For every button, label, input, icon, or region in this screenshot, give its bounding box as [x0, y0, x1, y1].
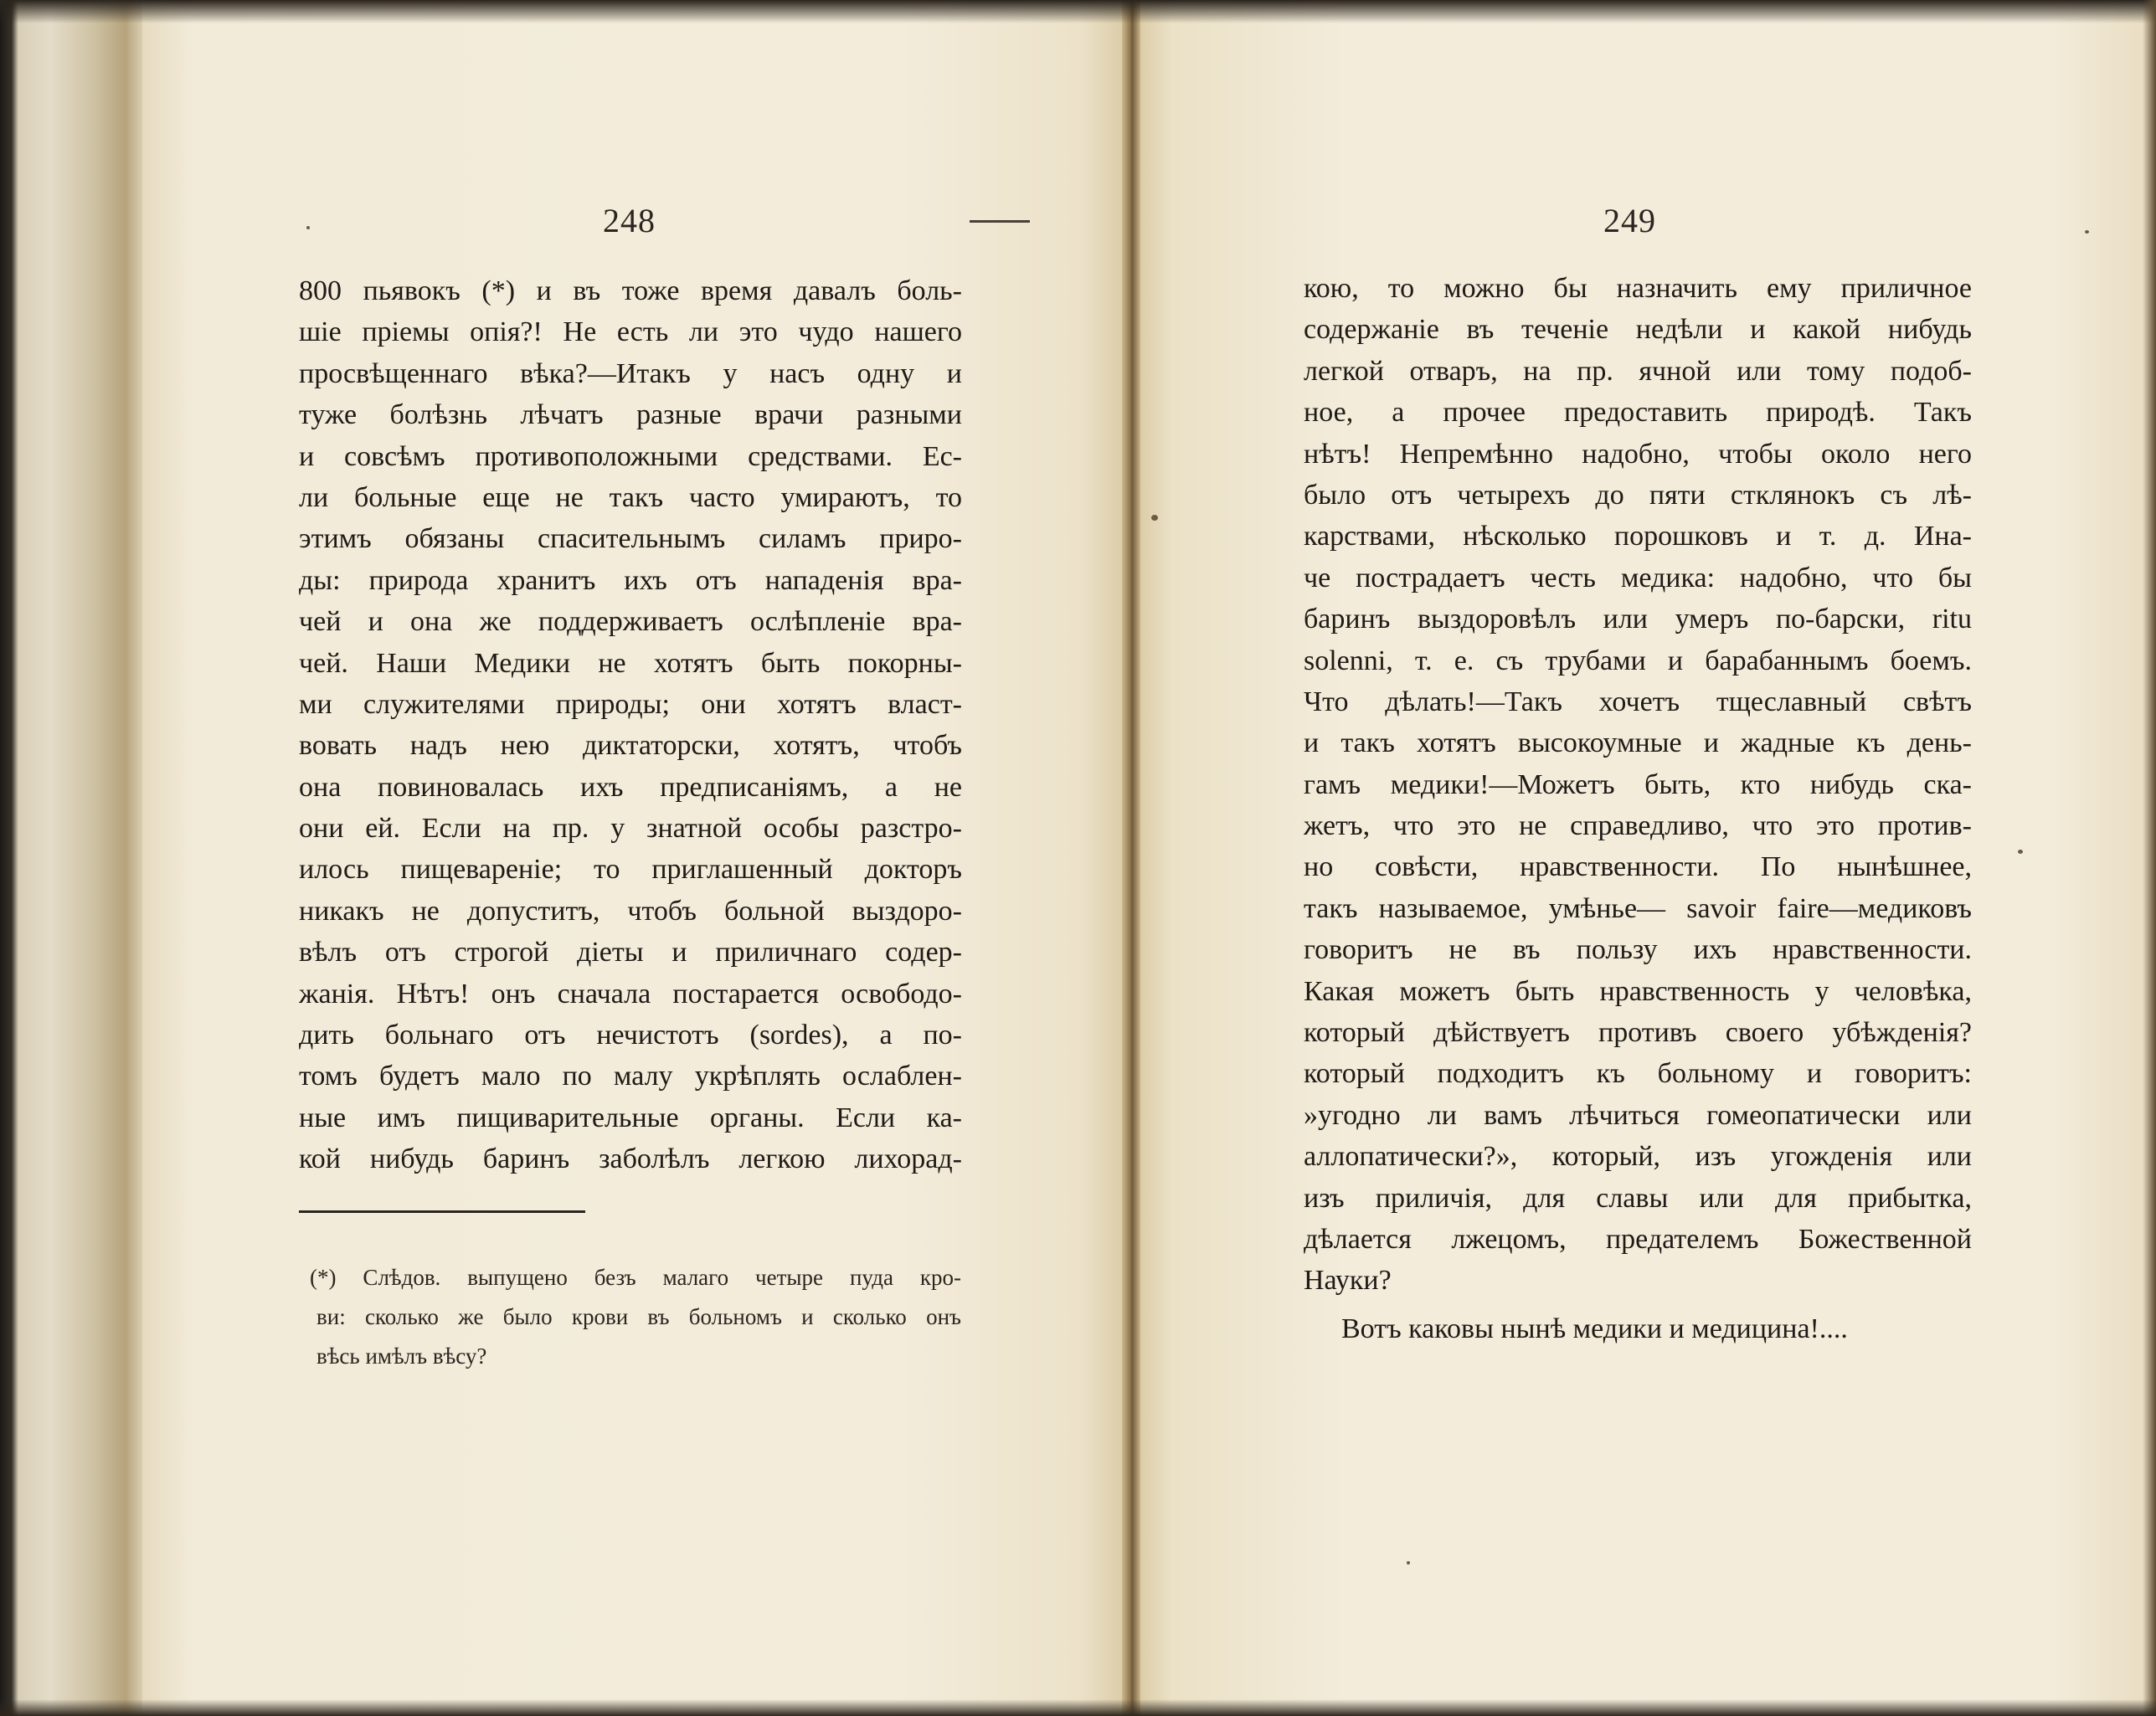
- paper-speck: [306, 226, 310, 229]
- right-body-line: говоритъ не въ пользу ихъ нравственности.: [1304, 934, 1972, 966]
- right-body-line: »угодно ли вамъ лѣчиться гомеопатически или: [1304, 1099, 1972, 1131]
- left-body-line: этимъ обязаны спасительнымъ силамъ приро-: [299, 523, 962, 555]
- left-page-number: 248: [603, 202, 656, 239]
- right-body-line: и такъ хотятъ высокоумные и жадные къ день-: [1304, 727, 1972, 759]
- left-body-line: никакъ не допуститъ, чтобъ больной выздоро-: [299, 895, 962, 927]
- left-body-line: ды: природа хранитъ ихъ отъ нападенія вра-: [299, 564, 962, 596]
- right-body-line: гамъ медики!—Можетъ быть, кто нибудь ска-: [1304, 768, 1972, 800]
- right-body-line: который дѣйствуетъ противъ своего убѣжденія?: [1304, 1017, 1972, 1049]
- right-body-line: че пострадаетъ честь медика: надобно, что бы: [1304, 562, 1972, 593]
- left-body-line: чей и она же поддерживаетъ ослѣпленіе вра-: [299, 606, 962, 638]
- left-body-line: жанія. Нѣтъ! онъ сначала постарается освободо-: [299, 978, 962, 1010]
- right-page-number: 249: [1603, 202, 1656, 239]
- right-body-line: который подходитъ къ больному и говоритъ:: [1304, 1058, 1972, 1090]
- right-body-line: кою, то можно бы назначить ему приличное: [1304, 273, 1972, 304]
- right-body-line: содержаніе въ теченіе недѣли и какой нибудь: [1304, 314, 1972, 346]
- right-body-line: было отъ четырехъ до пяти стклянокъ съ лѣ-: [1304, 479, 1972, 511]
- paper-speck: [2085, 230, 2089, 234]
- left-body-line: туже болѣзнь лѣчатъ разные врачи разными: [299, 399, 962, 431]
- footnote: [310, 1258, 961, 1376]
- left-body-line: просвѣщеннаго вѣка?—Итакъ у насъ одну и: [299, 357, 962, 389]
- left-body-line: чей. Наши Медики не хотятъ быть покорны-: [299, 647, 962, 679]
- left-body-line: дить больнаго отъ нечистотъ (sordes), а по-: [299, 1020, 962, 1051]
- left-body-line: ные имъ пищиварительные органы. Если ка-: [299, 1102, 962, 1133]
- footnote-line: вѣсь имѣлъ вѣсу?: [316, 1344, 487, 1369]
- book-gutter: [1122, 0, 1140, 1716]
- right-body-line: жетъ, что это не справедливо, что это против-: [1304, 810, 1972, 842]
- book-edge-top: [0, 0, 2156, 23]
- right-body-line: легкой отваръ, на пр. ячной или тому подоб-: [1304, 355, 1972, 387]
- footnote-separator-rule: [299, 1210, 585, 1213]
- right-body-line: дѣлается лжецомъ, предателемъ Божественной: [1304, 1223, 1972, 1255]
- left-body-line: и совсѣмъ противоположными средствами. Ес-: [299, 440, 962, 472]
- left-body-line: вовать надъ нею диктаторски, хотятъ, чтобъ: [299, 730, 962, 762]
- right-body-line: solenni, т. е. съ трубами и барабаннымъ боемъ.: [1304, 645, 1972, 676]
- right-body-line: баринъ выздоровѣлъ или умеръ по-барски, ritu: [1304, 604, 1972, 635]
- left-body-line: она повиновалась ихъ предписаніямъ, а не: [299, 771, 962, 803]
- paper-speck: [2018, 850, 2023, 854]
- right-body-line: карствами, нѣсколько порошковъ и т. д. Ина-: [1304, 521, 1972, 552]
- header-dash-ornament: [970, 220, 1030, 223]
- book-edge-left: [0, 0, 144, 1716]
- paper-speck: [1151, 515, 1158, 521]
- right-body-line: Что дѣлать!—Такъ хочетъ тщеславный свѣтъ: [1304, 686, 1972, 717]
- footnote-line: (*) Слѣдов. выпущено безъ малаго четыре пуда кро-: [310, 1265, 961, 1290]
- right-body-line: но совѣсти, нравственности. По нынѣшнее,: [1304, 851, 1972, 883]
- right-body-line: изъ приличія, для славы или для прибытка,: [1304, 1182, 1972, 1214]
- left-body-line: ли больные еще не такъ часто умираютъ, то: [299, 481, 962, 513]
- left-page-body: [299, 270, 962, 1180]
- paper-speck: [1407, 1561, 1410, 1564]
- right-body-line: аллопатически?», который, изъ угожденія или: [1304, 1141, 1972, 1173]
- left-body-line: кой нибудь баринъ заболѣлъ легкою лихорад-: [299, 1143, 962, 1175]
- left-body-line: илось пищевареніе; то приглашенный докторъ: [299, 854, 962, 886]
- right-body-line: ное, а прочее предоставить природѣ. Такъ: [1304, 397, 1972, 429]
- left-body-line: 800 пьявокъ (*) и въ тоже время давалъ боль-: [299, 275, 962, 306]
- left-body-line: томъ будетъ мало по малу укрѣплять ослаблен-: [299, 1061, 962, 1092]
- left-body-line: вѣлъ отъ строгой діеты и приличнаго содер-: [299, 937, 962, 968]
- left-body-line: ми служителями природы; они хотятъ власт-: [299, 688, 962, 720]
- right-body-line: нѣтъ! Непремѣнно надобно, чтобы около него: [1304, 438, 1972, 470]
- left-body-line: они ей. Если на пр. у знатной особы разстро-: [299, 813, 962, 845]
- footnote-line: ви: сколько же было крови въ больномъ и сколько онъ: [316, 1304, 961, 1329]
- right-body-line: такъ называемое, умѣнье— savoir faire—медиковъ: [1304, 892, 1972, 924]
- right-body-line: Какая можетъ быть нравственность у человѣка,: [1304, 975, 1972, 1007]
- right-body-line: Науки?: [1304, 1265, 1392, 1297]
- right-page-body: [1304, 268, 1972, 1349]
- book-edge-bottom: [0, 1699, 2156, 1716]
- left-body-line: шіе пріемы опія?! Не есть ли это чудо нашего: [299, 316, 962, 348]
- right-body-closing-line: Вотъ каковы нынѣ медики и медицина!....: [1341, 1313, 1848, 1344]
- book-edge-right: [2143, 0, 2156, 1716]
